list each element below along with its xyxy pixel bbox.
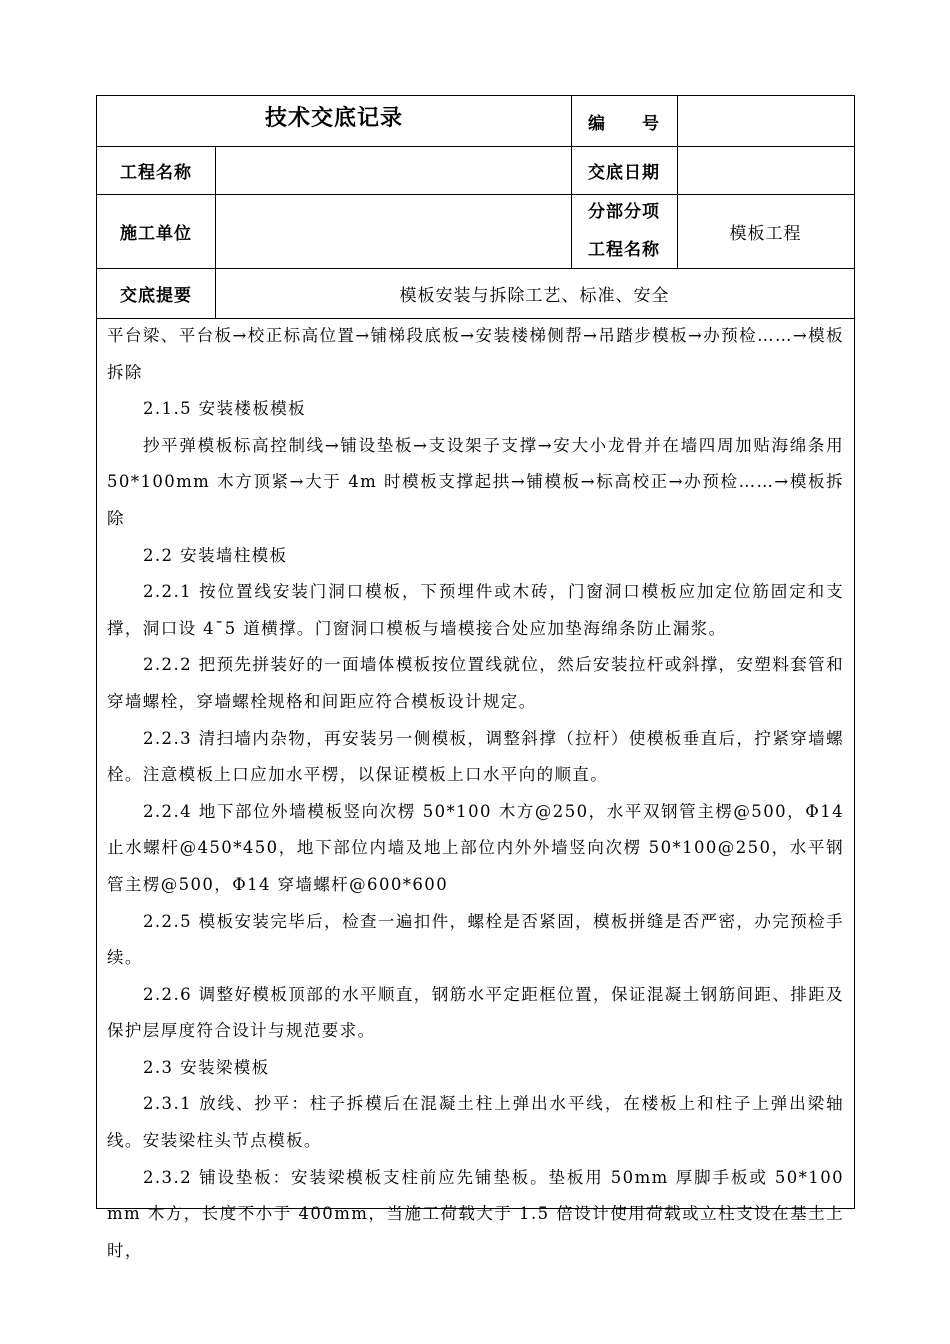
number-value: [677, 96, 854, 146]
disclosure-content: [107, 318, 844, 1269]
sub-project-value: 模板工程: [729, 223, 802, 244]
date-value: [677, 146, 854, 194]
project-name-label: 工程名称: [120, 162, 192, 183]
record-table: [96, 95, 855, 1260]
section-heading: 2.3 安装梁模板: [143, 1057, 270, 1077]
document-title: 技术交底记录: [264, 104, 403, 131]
sub-project-label: [571, 194, 677, 268]
paragraph: 2.2.1 按位置线安装门洞口模板，下预埋件或木砖，门窗洞口模板应加定位筋固定和支撑，洞口设 4¯5 道横撑。门窗洞口模板与墙模接合处应加垫海绵条防止漏浆。: [107, 582, 844, 638]
paragraph: 2.2.3 清扫墙内杂物，再安装另一侧模板，调整斜撑（拉杆）使模板垂直后，拧紧穿墙螺栓。注意模板上口应加水平楞，以保证模板上口水平向的顺直。: [107, 728, 844, 785]
summary-value: 模板安装与拆除工艺、标准、安全: [399, 285, 670, 306]
unit-label: 施工单位: [120, 223, 192, 244]
section-heading: 2.2 安装墙柱模板: [143, 545, 288, 565]
paragraph: 平台梁、平台板→校正标高位置→铺梯段底板→安装楼梯侧帮→吊踏步模板→办预检……→模板拆除: [107, 326, 844, 382]
project-name-value: [215, 146, 571, 194]
paragraph: 2.3.2 铺设垫板：安装梁模板支柱前应先铺垫板。垫板用 50mm 厚脚手板或 50*100mm 木方，长度不小于 400mm，当施工荷载大于 1.5 倍设计使用荷载或立柱支设在基土上时，: [107, 1167, 844, 1260]
unit-value: [215, 194, 571, 268]
number-label: 编 号: [588, 113, 660, 134]
sub-project-label-line1: 分部分项: [588, 202, 660, 222]
section-heading: 2.1.5 安装楼板模板: [143, 399, 307, 419]
paragraph: 2.2.5 模板安装完毕后，检查一遍扣件，螺栓是否紧固，模板拼缝是否严密，办完预检手续。: [107, 911, 844, 968]
date-label: 交底日期: [588, 162, 660, 183]
paragraph: 2.3.1 放线、抄平：柱子拆模后在混凝土柱上弹出水平线，在楼板上和柱子上弹出梁轴线。安装梁柱头节点模板。: [107, 1094, 844, 1151]
sub-project-label-line2: 工程名称: [588, 240, 660, 260]
paragraph: 抄平弹模板标高控制线→铺设垫板→支设架子支撑→安大小龙骨并在墙四周加贴海绵条用 50*100mm 木方顶紧→大于 4m 时模板支撑起拱→铺模板→标高校正→办预检……→模板拆除: [107, 435, 844, 528]
paragraph: 2.2.6 调整好模板顶部的水平顺直，钢筋水平定距框位置，保证混凝土钢筋间距、排距及保护层厚度符合设计与规范要求。: [107, 984, 844, 1041]
paragraph: 2.2.4 地下部位外墙模板竖向次楞 50*100 木方@250，水平双钢管主楞@500，Φ14 止水螺杆@450*450，地下部位内墙及地上部位内外外墙竖向次楞 50*100@250，水平钢管主楞@500，Φ14 穿墙螺杆@600*600: [107, 801, 844, 894]
paragraph: 2.2.2 把预先拼装好的一面墙体模板按位置线就位，然后安装拉杆或斜撑，安塑料套管和穿墙螺栓，穿墙螺栓规格和间距应符合模板设计规定。: [107, 655, 844, 711]
summary-label: 交底提要: [120, 285, 192, 306]
